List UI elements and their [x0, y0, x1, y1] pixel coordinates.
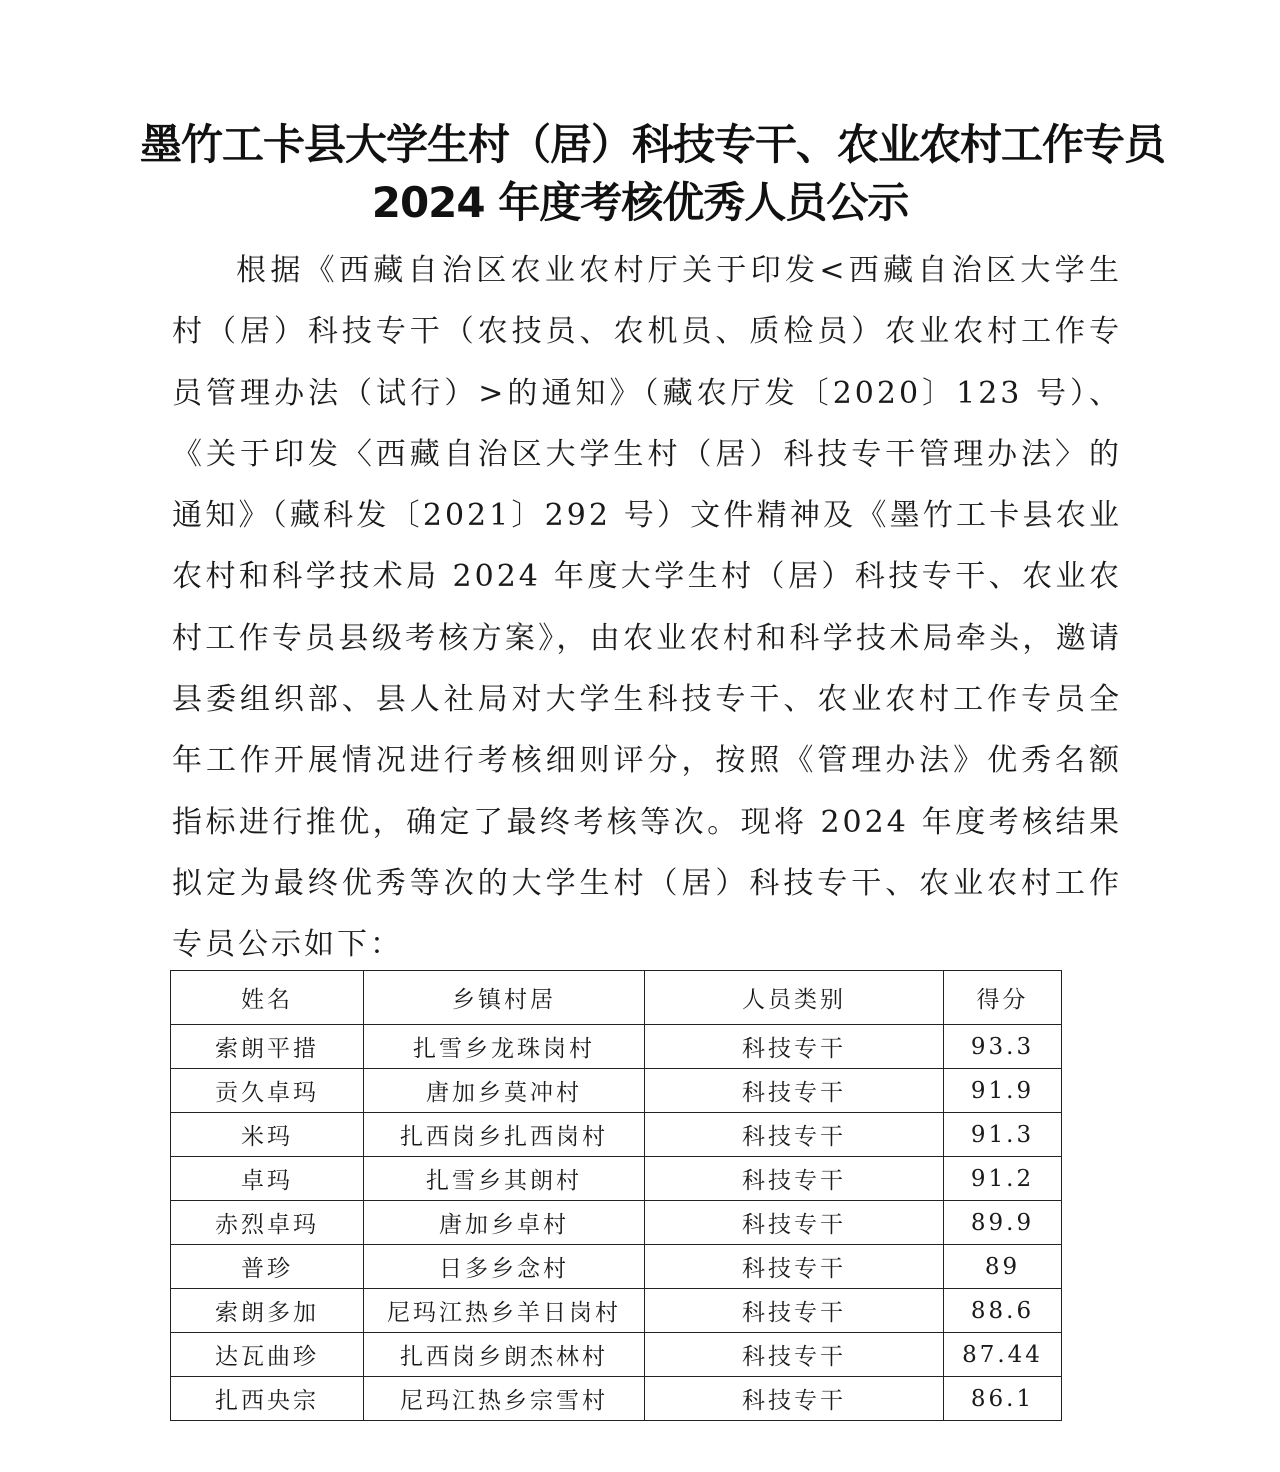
- table-row: [171, 1201, 1062, 1245]
- header-village: 乡镇村居: [364, 971, 645, 1025]
- table-row: [171, 1289, 1062, 1333]
- cell-category: 科技专干: [645, 1069, 944, 1113]
- cell-score: 91.2: [944, 1157, 1062, 1201]
- cell-category: 科技专干: [645, 1333, 944, 1377]
- cell-village: 尼玛江热乡宗雪村: [364, 1377, 645, 1421]
- table-row: [171, 1377, 1062, 1421]
- body-paragraph: 根据《西藏自治区农业农村厅关于印发<西藏自治区大学生村（居）科技专干（农技员、农机员、质检员）农业农村工作专员管理办法（试行）>的通知》（藏农厅发〔2020〕123 号）、《关于印发〈西藏自治区大学生村（居）科技专干管理办法〉的通知》（藏科发〔2021〕292 号）文件精神及《墨竹工卡县农业农村和科学技术局 2024 年度大学生村（居）科技专干、农业农村工作专员县级考核方案》，由农业农村和科学技术局牵头，邀请县委组织部、县人社局对大学生科技专干、农业农村工作专员全年工作开展情况进行考核细则评分，按照《管理办法》优秀名额指标进行推优，确定了最终考核等次。现将 2024 年度考核结果拟定为最终优秀等次的大学生村（居）科技专干、农业农村工作专员公示如下：: [172, 253, 1122, 963]
- cell-score: 86.1: [944, 1377, 1062, 1421]
- cell-village: 尼玛江热乡羊日岗村: [364, 1289, 645, 1333]
- table-row: [171, 1113, 1062, 1157]
- cell-name: 米玛: [171, 1113, 364, 1157]
- cell-category: 科技专干: [645, 1113, 944, 1157]
- cell-village: 扎雪乡其朗村: [364, 1157, 645, 1201]
- cell-name: 普珍: [171, 1245, 364, 1289]
- cell-score: 89: [944, 1245, 1062, 1289]
- cell-village: 扎西岗乡扎西岗村: [364, 1113, 645, 1157]
- cell-score: 93.3: [944, 1025, 1062, 1069]
- cell-name: 贡久卓玛: [171, 1069, 364, 1113]
- cell-village: 扎西岗乡朗杰林村: [364, 1333, 645, 1377]
- table-row: [171, 1245, 1062, 1289]
- cell-score: 88.6: [944, 1289, 1062, 1333]
- cell-name: 赤烈卓玛: [171, 1201, 364, 1245]
- cell-score: 87.44: [944, 1333, 1062, 1377]
- cell-category: 科技专干: [645, 1289, 944, 1333]
- results-table: [170, 970, 1062, 1421]
- cell-category: 科技专干: [645, 1157, 944, 1201]
- cell-village: 日多乡念村: [364, 1245, 645, 1289]
- table-row: [171, 1025, 1062, 1069]
- cell-score: 91.9: [944, 1069, 1062, 1113]
- table-header-row: [171, 971, 1062, 1025]
- cell-village: 扎雪乡龙珠岗村: [364, 1025, 645, 1069]
- cell-name: 卓玛: [171, 1157, 364, 1201]
- cell-village: 唐加乡卓村: [364, 1201, 645, 1245]
- cell-name: 索朗多加: [171, 1289, 364, 1333]
- document-title-line-2: 2024 年度考核优秀人员公示: [371, 178, 909, 227]
- cell-category: 科技专干: [645, 1025, 944, 1069]
- cell-score: 91.3: [944, 1113, 1062, 1157]
- cell-village: 唐加乡莫冲村: [364, 1069, 645, 1113]
- header-name: 姓名: [171, 971, 364, 1025]
- header-category: 人员类别: [645, 971, 944, 1025]
- table-row: [171, 1333, 1062, 1377]
- cell-category: 科技专干: [645, 1201, 944, 1245]
- cell-name: 索朗平措: [171, 1025, 364, 1069]
- cell-category: 科技专干: [645, 1377, 944, 1421]
- cell-name: 达瓦曲珍: [171, 1333, 364, 1377]
- cell-name: 扎西央宗: [171, 1377, 364, 1421]
- table-row: [171, 1157, 1062, 1201]
- header-score: 得分: [944, 971, 1062, 1025]
- document-title-line-1: 墨竹工卡县大学生村（居）科技专干、农业农村工作专员: [140, 120, 1166, 169]
- table-row: [171, 1069, 1062, 1113]
- cell-score: 89.9: [944, 1201, 1062, 1245]
- cell-category: 科技专干: [645, 1245, 944, 1289]
